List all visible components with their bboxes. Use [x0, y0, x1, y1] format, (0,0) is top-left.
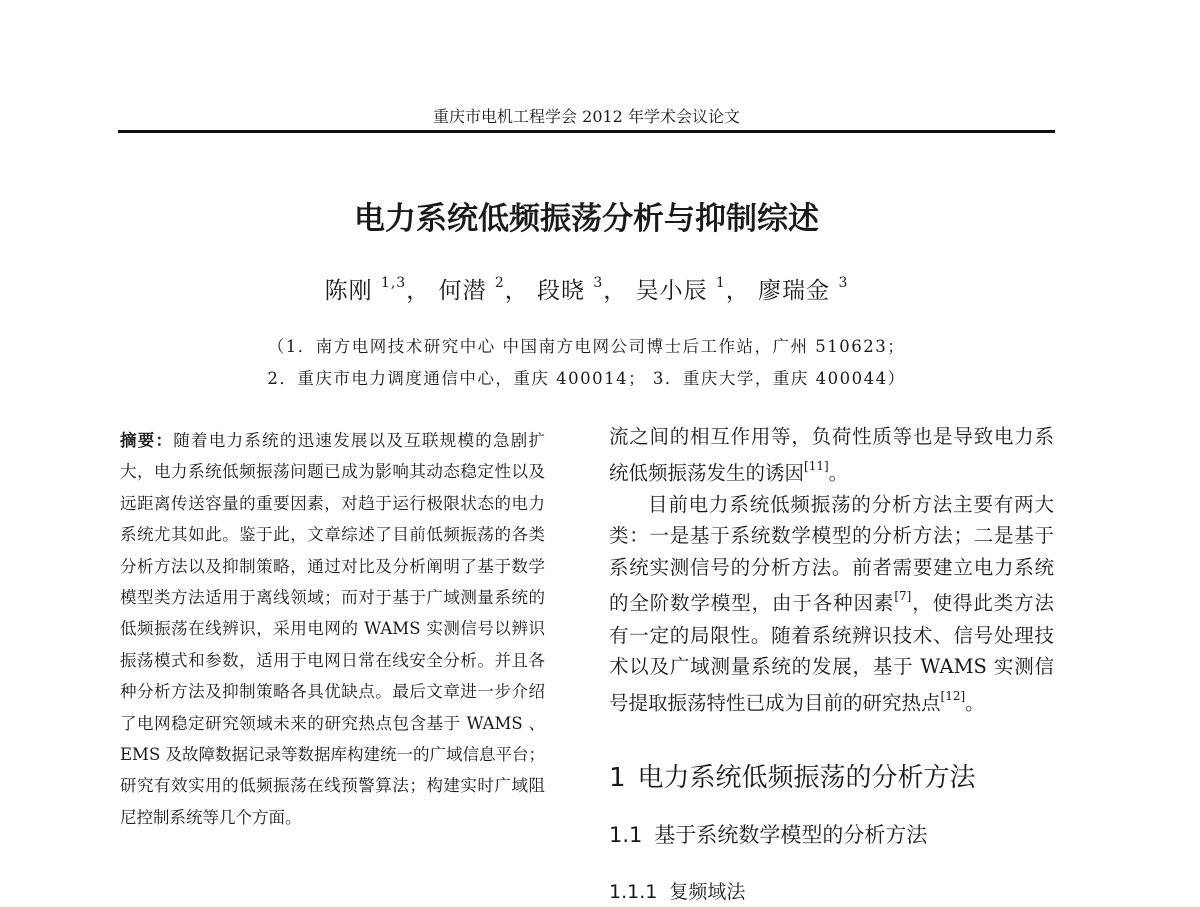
abstract-label: 摘要：: [120, 431, 174, 450]
affiliation-line-1: （1．南方电网技术研究中心 中国南方电网公司博士后工作站，广州 510623；: [267, 337, 906, 356]
abstract-text: 随着电力系统的迅速发展以及互联规模的急剧扩大，电力系统低频振荡问题已成为影响其动态稳定性以及远距离传送容量的重要因素，对趋于运行极限状态的电力系统尤其如此。鉴于此，文章综述了目前低频振荡的各类分析方法以及抑制策略，通过对比及分析阐明了基于数学模型类方法适用于离线领域；而对于基于广域测量系统的低频振荡在线辨识，采用电网的 WAMS 实测信号以辨识振荡模式和参数，适用于电网日常在线安全分析。并且各种分析方法及抑制策略各具优缺点。最后文章进一步介绍了电网稳定研究领域未来的研究热点包含基于 WAMS 、EMS 及故障数据记录等数据库构建统一的广域信息平台； 研究有效实用的低频振荡在线预警算法；构建实时广域阻尼控制系统等几个方面。: [120, 431, 546, 827]
author-affil-ref: 3: [838, 275, 849, 291]
paper-title: 电力系统低频振荡分析与抑制综述: [354, 201, 819, 237]
body-paragraph: 目前电力系统低频振荡的分析方法主要有两大类：一是基于系统数学模型的分析方法；二是基于系统实测信号的分析方法。前者需要建立电力系统的全阶数学模型，由于各种因素[7]，使得此类方法有一定的局限性。随着系统辨识技术、信号处理技术以及广域测量系统的发展，基于 WAMS 实测信号提取振荡特性已成为目前的研究热点[12]。: [609, 492, 1054, 715]
citation: [7]: [894, 589, 912, 604]
abstract: [120, 425, 545, 833]
section-heading-1: 1 电力系统低频振荡的分析方法: [609, 763, 976, 793]
author: 何潜 $^2$，: [438, 275, 529, 304]
author-affil-ref: 1,3: [380, 275, 407, 291]
citation: [11]: [804, 458, 829, 473]
section-heading-1-1: 1.1 基于系统数学模型的分析方法: [609, 823, 928, 847]
body-paragraph: 流之间的相互作用等，负荷性质等也是导致电力系统低频振荡发生的诱因[11]。: [609, 425, 1054, 485]
author-affil-ref: 3: [593, 275, 604, 291]
header-rule: [118, 130, 1055, 133]
section-heading-1-1-1: 1.1.1 复频域法: [609, 881, 746, 903]
author: 吴小辰 $^1$，: [635, 275, 750, 304]
affiliation-line-2: 2．重庆市电力调度通信中心，重庆 400014； 3．重庆大学，重庆 400044）: [267, 369, 906, 388]
author: 廖瑞金 $^3$: [758, 275, 849, 304]
running-header: 重庆市电机工程学会 2012 年学术会议论文: [433, 107, 740, 126]
citation: [12]: [940, 688, 966, 703]
author-affil-ref: 1: [715, 275, 726, 291]
author-list: [118, 267, 1055, 309]
body-column-right: [609, 421, 1054, 719]
author: 陈刚 $^{1,3}$，: [324, 275, 431, 304]
author: 段晓 $^3$，: [537, 275, 628, 304]
author-affil-ref: 2: [494, 275, 505, 291]
